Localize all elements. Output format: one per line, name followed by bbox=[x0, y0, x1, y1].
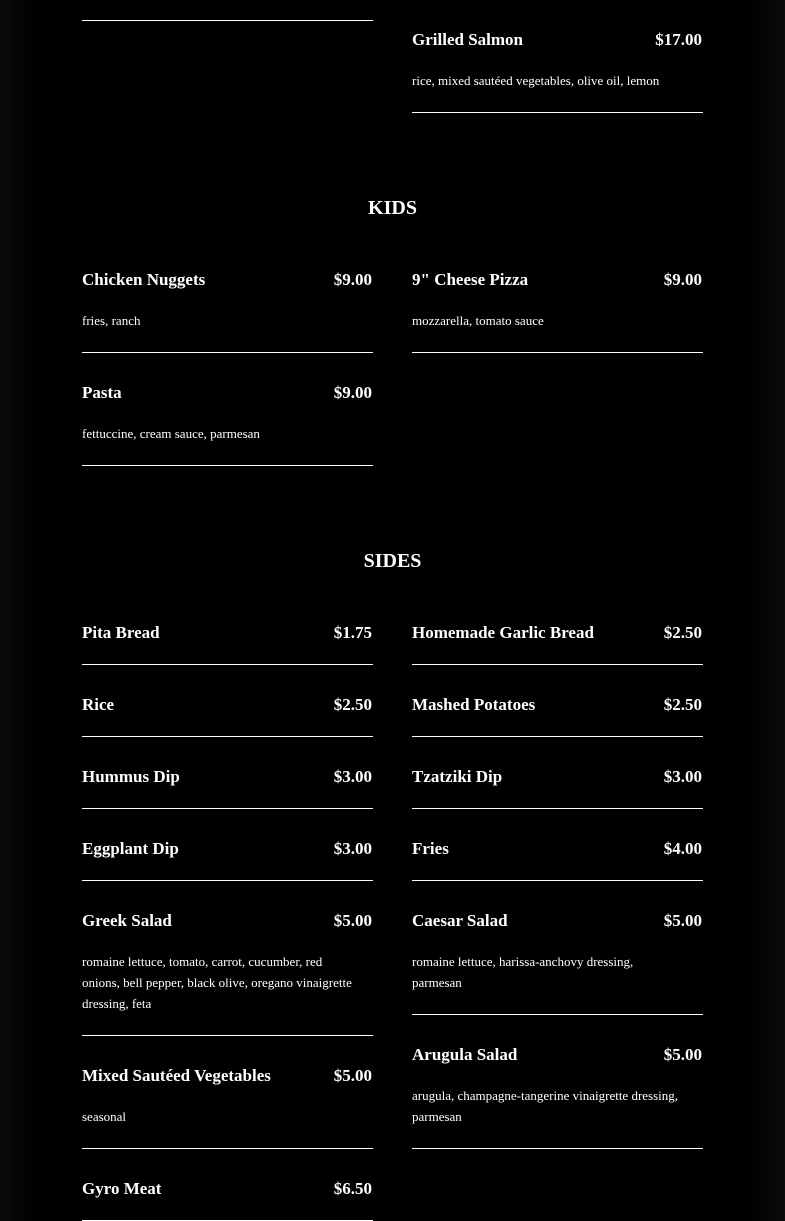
menu-item-price: $3.00 bbox=[333, 839, 372, 858]
menu-item-cheese-pizza bbox=[412, 269, 703, 353]
menu-item-description: mozzarella, tomato sauce bbox=[412, 313, 544, 328]
menu-item-name: Mashed Potatoes bbox=[412, 695, 536, 714]
section-title-sides: SIDES bbox=[363, 550, 422, 572]
menu-item-price: $5.00 bbox=[663, 911, 702, 930]
menu-item-name: Pita Bread bbox=[82, 623, 160, 642]
menu-item-name: Rice bbox=[82, 695, 115, 714]
menu-item-arugula-salad bbox=[412, 1044, 703, 1149]
menu-item-name: Fries bbox=[412, 839, 449, 858]
menu-item-gyro-meat bbox=[82, 1178, 373, 1221]
menu-item-homemade-garlic-bread bbox=[412, 622, 703, 665]
menu-item-name: Homemade Garlic Bread bbox=[412, 623, 594, 642]
menu-item-price: $3.00 bbox=[333, 767, 372, 786]
menu-item-pita-bread bbox=[82, 622, 373, 665]
menu-item-name: Mixed Sautéed Vegetables bbox=[82, 1066, 271, 1085]
menu-item-chicken-nuggets bbox=[82, 269, 373, 353]
menu-item-name: Arugula Salad bbox=[412, 1045, 518, 1064]
menu-item-name: Caesar Salad bbox=[412, 911, 508, 930]
menu-item-pasta bbox=[82, 382, 373, 466]
menu-item-description: arugula, champagne-tangerine vinaigrette dressing, parmesan bbox=[412, 1088, 679, 1124]
menu-item-price: $17.00 bbox=[655, 30, 702, 49]
page-edge-shade-right bbox=[751, 0, 785, 1221]
menu-item-name: Hummus Dip bbox=[82, 767, 180, 786]
menu-item-price: $2.50 bbox=[333, 695, 372, 714]
menu-item-price: $9.00 bbox=[333, 383, 372, 402]
menu-item-price: $5.00 bbox=[333, 1066, 372, 1085]
menu-item-divider bbox=[82, 20, 373, 21]
menu-item-rice bbox=[82, 694, 373, 737]
menu-item-tzatziki-dip bbox=[412, 766, 703, 809]
menu-item-mashed-potatoes bbox=[412, 694, 703, 737]
menu-item-price: $5.00 bbox=[663, 1045, 702, 1064]
menu-item-price: $5.00 bbox=[333, 911, 372, 930]
menu-item-name: Gyro Meat bbox=[82, 1179, 162, 1198]
page-edge-shade-left bbox=[0, 0, 34, 1221]
menu-item-mixed-sauteed-vegetables bbox=[82, 1065, 373, 1149]
menu-item-description: fettuccine, cream sauce, parmesan bbox=[82, 426, 260, 441]
menu-item-description: romaine lettuce, harissa-anchovy dressing, parmesan bbox=[412, 954, 634, 990]
menu-item-price: $6.50 bbox=[333, 1179, 372, 1198]
menu-item-description: fries, ranch bbox=[82, 313, 141, 328]
menu-item-name: Grilled Salmon bbox=[412, 30, 523, 49]
menu-item-greek-salad bbox=[82, 910, 373, 1036]
menu-item-eggplant-dip bbox=[82, 838, 373, 881]
menu-item-name: Eggplant Dip bbox=[82, 839, 179, 858]
menu-item-description: seasonal bbox=[82, 1109, 127, 1124]
menu-item-name: Chicken Nuggets bbox=[82, 270, 206, 289]
menu-item-price: $9.00 bbox=[663, 270, 702, 289]
menu-item-description: rice, mixed sautéed vegetables, olive oil, lemon bbox=[412, 73, 660, 88]
menu-item-name: 9" Cheese Pizza bbox=[412, 270, 529, 289]
menu-item-price: $2.50 bbox=[663, 695, 702, 714]
menu-item-price: $2.50 bbox=[663, 623, 702, 642]
menu-item-caesar-salad bbox=[412, 910, 703, 1015]
menu-item-fries bbox=[412, 838, 703, 881]
section-title-kids: KIDS bbox=[368, 197, 417, 219]
menu-item-hummus-dip bbox=[82, 766, 373, 809]
menu-item-name: Tzatziki Dip bbox=[412, 767, 503, 786]
menu-item-price: $4.00 bbox=[663, 839, 702, 858]
menu-item-description: romaine lettuce, tomato, carrot, cucumber, red onions, bell pepper, black olive, oregano vinaigrette dressing, feta bbox=[82, 954, 352, 1011]
menu-item-name: Greek Salad bbox=[82, 911, 172, 930]
menu-item-grilled-salmon bbox=[412, 29, 703, 113]
menu-item-price: $9.00 bbox=[333, 270, 372, 289]
menu-item-price: $1.75 bbox=[333, 623, 372, 642]
menu-item-price: $3.00 bbox=[663, 767, 702, 786]
menu-item-name: Pasta bbox=[82, 383, 122, 402]
